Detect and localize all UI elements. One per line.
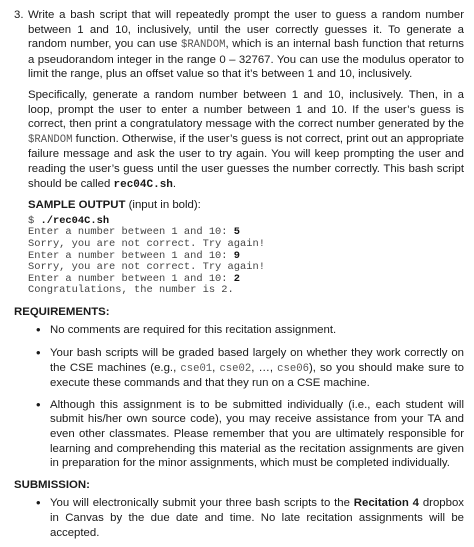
- question-detail-paragraph: [28, 88, 464, 192]
- sample-text: Enter a number between 1 and 10:: [28, 249, 234, 262]
- list-item: [28, 346, 464, 391]
- random-code: $RANDOM: [180, 39, 226, 52]
- sample-input: 5: [233, 226, 241, 239]
- sample-input: 9: [233, 249, 241, 262]
- bullet-icon: [28, 346, 50, 391]
- random-code: $RANDOM: [28, 133, 73, 146]
- sample-text: Enter a number between 1 and 10:: [28, 226, 234, 239]
- requirement-text: No comments are required for this recitation assignment.: [50, 324, 337, 337]
- dropbox-name: Recitation 4: [353, 497, 420, 510]
- bullet-icon: [28, 398, 50, 471]
- question-body: [14, 8, 465, 547]
- text-span: , …,: [251, 361, 278, 374]
- question-intro-paragraph: [28, 8, 464, 82]
- list-item: [28, 398, 464, 471]
- question-3: [14, 8, 464, 547]
- sample-output-block: [28, 216, 464, 297]
- text-span: .: [172, 177, 177, 190]
- machine-name: cse02: [219, 362, 252, 375]
- text-span: You will electronically submit your three bash scripts to the: [50, 497, 354, 510]
- bullet-icon: [28, 496, 50, 540]
- sample-output-heading: [28, 198, 464, 213]
- submission-heading: SUBMISSION:: [14, 478, 90, 491]
- question-number: 3.: [14, 9, 24, 21]
- text-span: function. Otherwise, if the user’s guess is not correct, print out an appropriate failure message and ask the user to try again. You will keep prompting the user and reading the user’s guess until the user guesses the number correctly. This bash script should be called: [28, 132, 465, 190]
- text-span: Write a bash script that will repeatedly prompt the user to guess a random number between 1 and 10, inclusively, until the user correctly guesses it. To generate a random number, you can use: [28, 9, 464, 51]
- sample-input: ./rec04C.sh: [40, 214, 110, 227]
- sample-text: Enter a number between 1 and 10:: [28, 272, 234, 285]
- submission-text: [50, 496, 464, 540]
- text-span: Your bash scripts will be graded based largely on whether they work correctly on the CSE machines (e.g.,: [50, 347, 464, 374]
- script-name: rec04C.sh: [113, 178, 173, 191]
- text-span: ,: [212, 361, 220, 374]
- machine-name: cse01: [180, 362, 213, 375]
- bullet-icon: [28, 323, 50, 339]
- requirement-text: [50, 346, 464, 391]
- list-item: [28, 496, 464, 540]
- sample-line: [28, 285, 464, 297]
- sample-text: Congratulations, the number is 2.: [28, 284, 234, 297]
- requirement-text: Although this assignment is to be submitted individually (i.e., each student will submit his/her own source code), you may receive assistance from your TA and even other classmates. Please remember that you are ultimately responsible for learning and comprehending this material as the recitation assignments are given in preparation for the minor assignments, which must be completed individually.: [50, 398, 464, 470]
- requirements-heading: REQUIREMENTS:: [14, 305, 110, 318]
- sample-text: Sorry, you are not correct. Try again!: [28, 261, 265, 274]
- machine-name: cse06: [277, 362, 309, 375]
- submission-list: [28, 496, 464, 540]
- requirements-list: [28, 323, 464, 470]
- text-span: dropbox in Canvas by the due date and time. No late recitation assignments will be accepted.: [50, 497, 465, 539]
- list-item: [28, 323, 464, 339]
- sample-input: 2: [233, 272, 241, 285]
- text-span: Specifically, generate a random number between 1 and 10, inclusively. Then, in a loop, prompt the user to enter a number between 1 and 10. If the user’s guess is correct, then print a congratulatory message with the correct number generated by the: [28, 88, 464, 131]
- text-span: , which is an internal bash function that returns a pseudorandom integer in the range 0 – 32767. You can use the modulus operator to limit the range, plus an offset value so that it’s between 1 and 10, inclusively.: [28, 38, 465, 81]
- text-span: ), so you should make sure to execute these commands and that they run on a CSE machine.: [50, 361, 464, 390]
- sample-heading-bold: SAMPLE OUTPUT: [28, 199, 126, 212]
- sample-text: $: [28, 214, 41, 227]
- sample-heading-note: (input in bold):: [125, 199, 201, 212]
- sample-text: Sorry, you are not correct. Try again!: [28, 237, 265, 250]
